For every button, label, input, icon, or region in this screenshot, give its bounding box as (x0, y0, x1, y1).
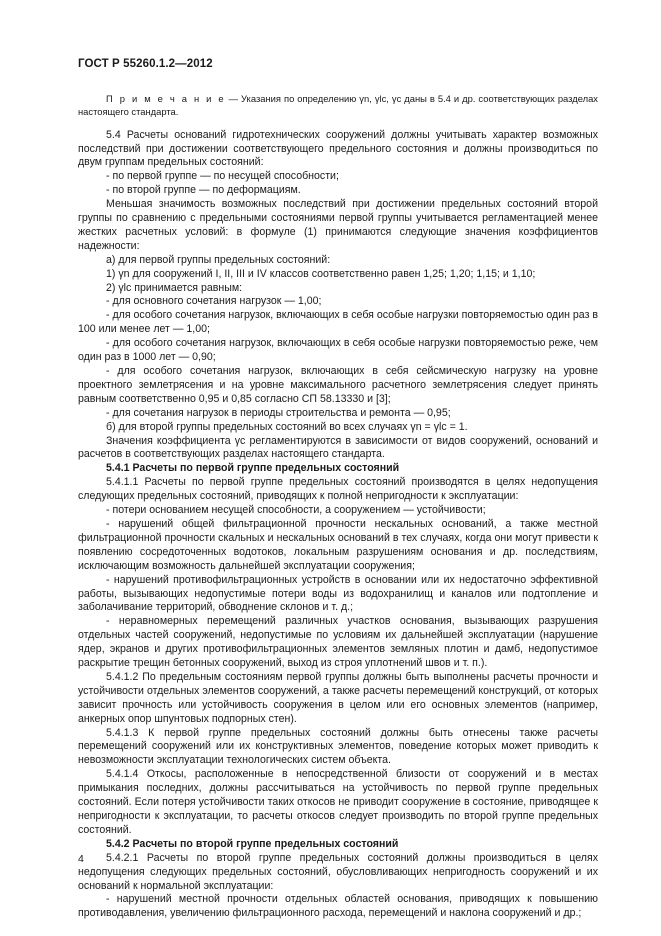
list-item: - по второй группе — по деформациям. (106, 184, 301, 197)
list-item: б) для второй группы предельных состояний во всех случаях γn = γlc = 1. (106, 420, 468, 433)
list-item: 1) γn для сооружений I, II, III и IV классов соответственно равен 1,25; 1,20; 1,15; и 1,10; (106, 267, 536, 280)
list-item: - нарушений местной прочности отдельных областей основания, приводящих к повышению противодавления, увеличению фильтрационного расхода, перемещений и наклона сооружений и др.; (78, 893, 598, 920)
list-item: - для особого сочетания нагрузок, включающих в себя особые нагрузки повторяемостью реже, чем один раз в 1000 лет — 0,90; (78, 337, 598, 364)
list-item: - нарушений противофильтрационных устройств в основании или их недостаточно эффективной работы, вызывающих недопустимые потери воды из водохранилищ и каналов или подтопление и заболачивание территорий, обводнение склонов и т. д.; (78, 573, 598, 614)
list-item: - по первой группе — по несущей способности; (106, 170, 339, 183)
paragraph: 5.4.1.3 К первой группе предельных состояний должны быть отнесены также расчеты перемещений сооружений или их конструктивных элементов, поведение которых может приводить к невозможности эксплуатации технологических систем объекта. (78, 726, 598, 767)
list-item: 2) γlc принимается равным: (106, 281, 243, 294)
list-item: - потери основанием несущей способности, а сооружением — устойчивости; (106, 504, 486, 517)
paragraph: 5.4.1.1 Расчеты по первой группе предельных состояний производятся в целях недопущения следующих предельных состояний, приводящих к полной непригодности к эксплуатации: (78, 476, 598, 503)
note-label: П р и м е ч а н и е (106, 93, 226, 104)
list-item: - неравномерных перемещений различных участков основания, вызывающих разрушения отдельных частей сооружений, недопустимые по условиям их дальнейшей эксплуатации (нарушение ядер, экранов и других противофильтрационных элементов земляных плотин и дамб, недопустимое раскрытие трещин бетонных сооружений, выход из строя уплотнений швов и т. п.). (78, 615, 598, 670)
paragraph: Меньшая значимость возможных последствий при достижении предельных состояний второй группы по сравнению с предельными состояниями первой группы учитывается регламентацией менее жестких расчетных условий: в формуле (1) принимаются следующие значения коэффициентов надежности: (78, 198, 598, 252)
list-item: - для особого сочетания нагрузок, включающих в себя сейсмическую нагрузку на уровне проектного землетрясения и на уровне максимального расчетного землетрясения следует принять равным соответственно 0,95 и 0,85 согласно СП 58.13330 и [3]; (78, 365, 598, 405)
section-heading: 5.4.1 Расчеты по первой группе предельных состояний (106, 462, 400, 475)
paragraph: 5.4.1.4 Откосы, расположенные в непосредственной близости от сооружений и в местах примыкания последних, должны рассчитываться на устойчивость по первой группе предельных состояний. Если потеря устойчивости таких откосов не приводит сооружение в состояние, приводящее к непригодности к эксплуатации, то расчеты откосов следует производить по второй группе предельных состояний. (78, 768, 598, 836)
paragraph: 5.4 Расчеты оснований гидротехнических сооружений должны учитывать характер возможных последствий при достижении соответствующего предельного состояния и должны производиться по двум группам предельных состояний: (78, 128, 598, 169)
list-item: - для основного сочетания нагрузок — 1,00; (106, 295, 322, 308)
document-header: ГОСТ Р 55260.1.2—2012 (78, 58, 213, 70)
document-body (78, 93, 598, 921)
paragraph: 5.4.2.1 Расчеты по второй группе предельных состояний должны производиться в целях недопущения следующих предельных состояний, обусловливающих непригодность сооружений и их оснований к нормальной эксплуатации: (78, 851, 598, 892)
list-item: - для особого сочетания нагрузок, включающих в себя особые нагрузки повторяемостью один раз в 100 или менее лет — 1,00; (78, 309, 599, 336)
section-heading: 5.4.2 Расчеты по второй группе предельных состояний (106, 837, 399, 850)
paragraph: Значения коэффициента γc регламентируются в зависимости от видов сооружений, оснований и расчетов в соответствующих разделах настоящего стандарта. (78, 434, 598, 461)
note (78, 93, 598, 119)
list-item: - нарушений общей фильтрационной прочности нескальных оснований, а также местной фильтрационной прочности скальных и нескальных оснований в тех случаях, когда они могут привести к появлению сосредоточенных водотоков, локальным разрушениям основания и др. последствиям, исключающим возможность дальнейшей эксплуатации сооружения; (78, 517, 598, 572)
paragraph: 5.4.1.2 По предельным состояниям первой группы должны быть выполнены расчеты прочности и устойчивости отдельных элементов сооружений, а также расчеты перемещений конструкций, от которых зависит прочность или устойчивость сооружения в целом или его основных элементов (например, анкерных опор шпунтовых подпорных стен). (78, 670, 598, 725)
list-item: а) для первой группы предельных состояний: (106, 253, 331, 266)
list-item: - для сочетания нагрузок в периоды строительства и ремонта — 0,95; (106, 406, 451, 419)
note-text: — Указания по определению γn, γlc, γc даны в 5.4 и др. соответствующих разделах настоящего стандарта. (78, 93, 598, 117)
page-number: 4 (78, 853, 84, 865)
